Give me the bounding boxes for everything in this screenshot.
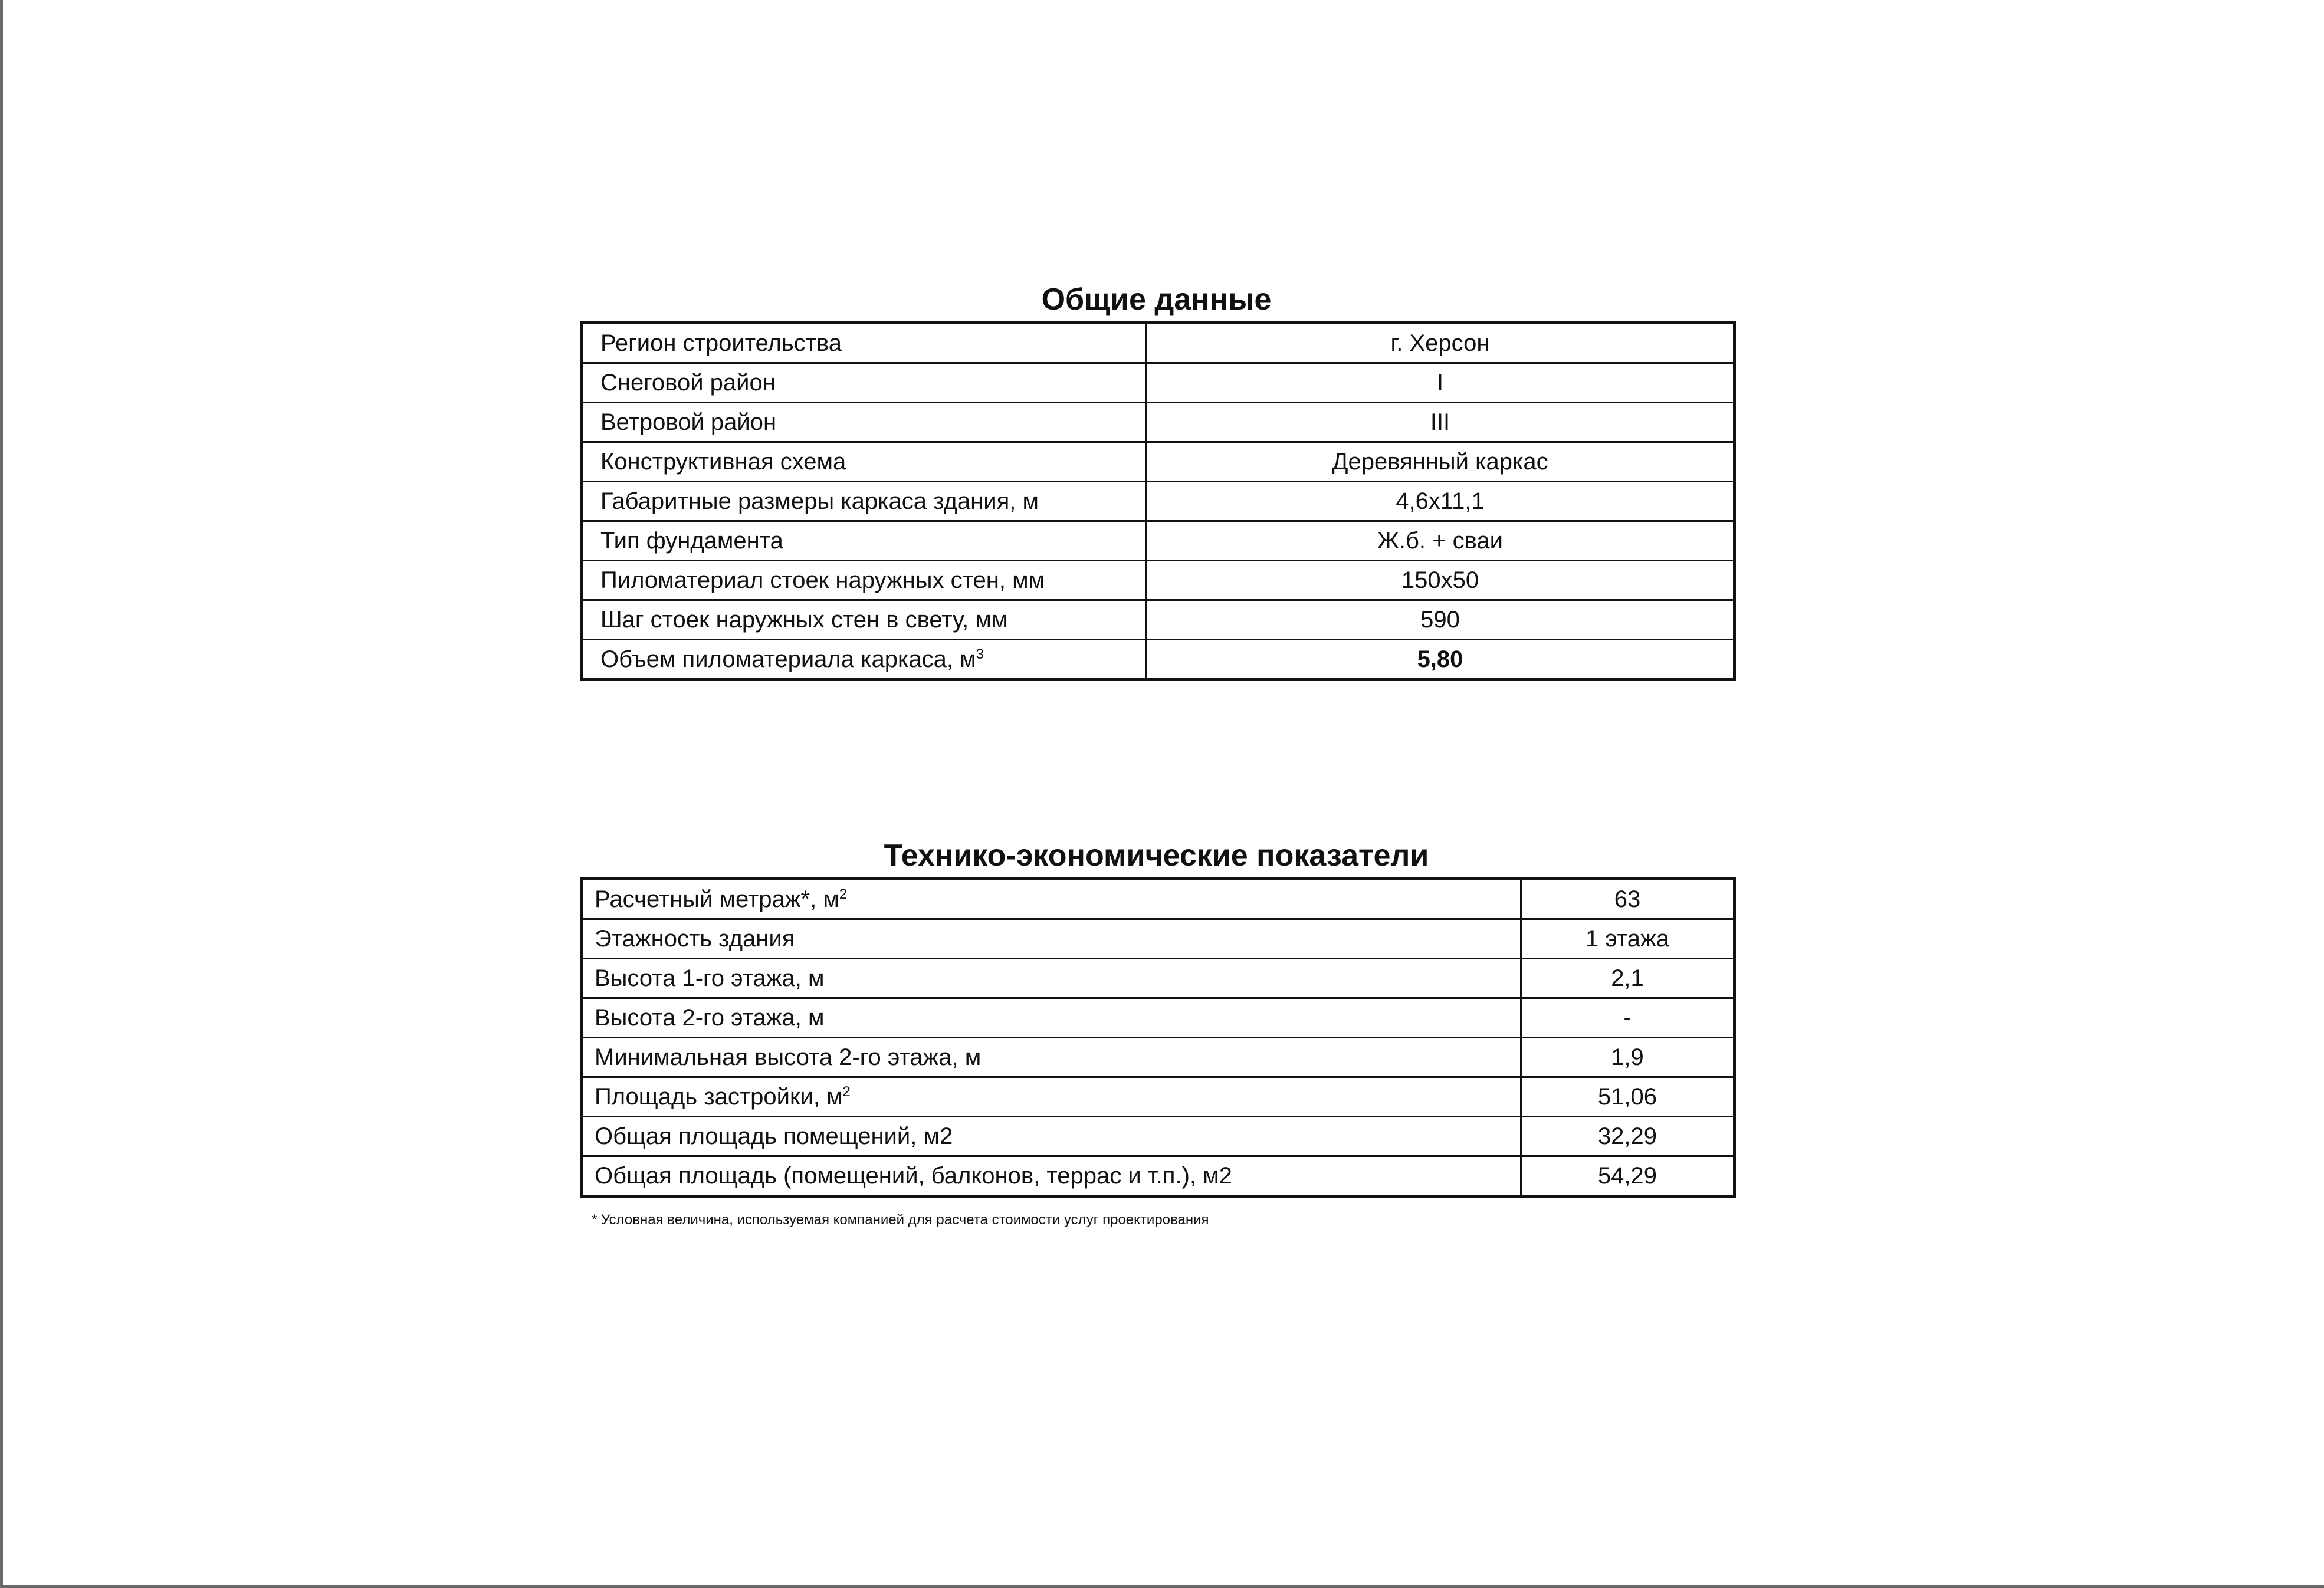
table-row: [582, 640, 1735, 680]
row-value: 1,9: [1521, 1038, 1735, 1077]
row-label: Регион строительства: [582, 323, 1147, 363]
table-row: [582, 959, 1735, 998]
row-label: Расчетный метраж*, $м^2$: [582, 879, 1521, 919]
table-row: [582, 1117, 1735, 1156]
row-label: Общая площадь (помещений, балконов, террас и т.п.), м2: [582, 1156, 1521, 1196]
row-label: Этажность здания: [582, 919, 1521, 959]
general-section-title: Общие данные: [1041, 282, 1272, 317]
tech-indicators-table: [580, 877, 1736, 1198]
row-value: г. Херсон: [1147, 323, 1735, 363]
row-value: 5,80: [1147, 640, 1735, 680]
table-row: [582, 442, 1735, 482]
row-label: Шаг стоек наружных стен в свету, мм: [582, 600, 1147, 640]
table-row: [582, 521, 1735, 561]
row-label: Пиломатериал стоек наружных стен, мм: [582, 561, 1147, 600]
footnote: * Условная величина, используемая компанией для расчета стоимости услуг проектирования: [592, 1212, 1209, 1228]
table-row: [582, 998, 1735, 1038]
table-row: [582, 561, 1735, 600]
table-row: [582, 323, 1735, 363]
page-border-left: [0, 0, 3, 1588]
row-label: Общая площадь помещений, м2: [582, 1117, 1521, 1156]
row-value: -: [1521, 998, 1735, 1038]
table-row: [582, 1077, 1735, 1117]
row-label: Объем пиломатериала каркаса, $м^3$: [582, 640, 1147, 680]
row-label: Снеговой район: [582, 363, 1147, 403]
page-border-bottom: [0, 1585, 2324, 1588]
table-row: [582, 1038, 1735, 1077]
row-label: Тип фундамента: [582, 521, 1147, 561]
row-label: Высота 2-го этажа, м: [582, 998, 1521, 1038]
row-value: I: [1147, 363, 1735, 403]
row-value: 1 этажа: [1521, 919, 1735, 959]
general-data-table: [580, 321, 1736, 681]
table-row: [582, 1156, 1735, 1196]
row-label: Площадь застройки, $м^2$: [582, 1077, 1521, 1117]
row-value: 150х50: [1147, 561, 1735, 600]
row-label: Габаритные размеры каркаса здания, м: [582, 482, 1147, 521]
row-label: Конструктивная схема: [582, 442, 1147, 482]
row-value: Ж.б. + сваи: [1147, 521, 1735, 561]
row-value: 32,29: [1521, 1117, 1735, 1156]
row-value: 54,29: [1521, 1156, 1735, 1196]
table-row: [582, 363, 1735, 403]
table-row: [582, 600, 1735, 640]
row-value: 590: [1147, 600, 1735, 640]
table-row: [582, 919, 1735, 959]
table-row: [582, 403, 1735, 442]
row-value: 2,1: [1521, 959, 1735, 998]
row-label: Ветровой район: [582, 403, 1147, 442]
row-value: III: [1147, 403, 1735, 442]
row-value: 63: [1521, 879, 1735, 919]
table-row: [582, 482, 1735, 521]
tech-section-title: Технико-экономические показатели: [884, 839, 1429, 873]
row-value: Деревянный каркас: [1147, 442, 1735, 482]
table-row: [582, 879, 1735, 919]
row-label: Минимальная высота 2-го этажа, м: [582, 1038, 1521, 1077]
row-label: Высота 1-го этажа, м: [582, 959, 1521, 998]
row-value: 4,6х11,1: [1147, 482, 1735, 521]
row-value: 51,06: [1521, 1077, 1735, 1117]
